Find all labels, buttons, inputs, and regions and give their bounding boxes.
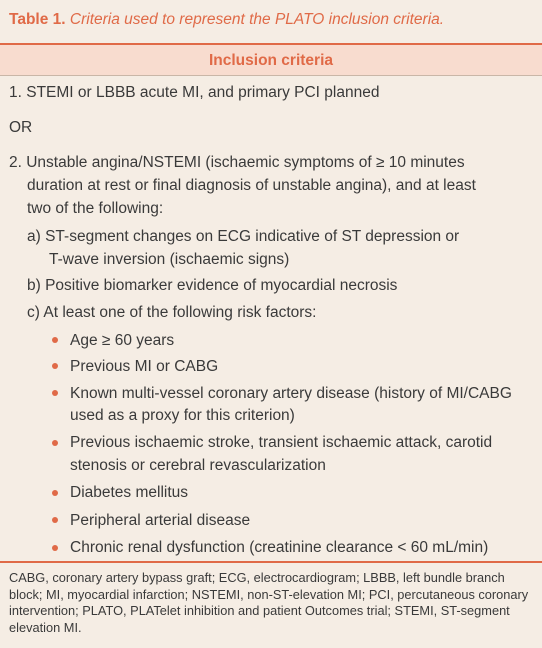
column-header: Inclusion criteria: [208, 52, 334, 69]
bullet-icon: [52, 440, 58, 446]
criterion-2a-line-2: T-wave inversion (ischaemic signs): [49, 251, 290, 268]
criterion-2-line-1: 2. Unstable angina/NSTEMI (ischaemic symptoms of ≥ 10 minutes: [9, 154, 465, 171]
header-divider: [0, 75, 542, 76]
bullet-icon: [52, 363, 58, 369]
criterion-1: 1. STEMI or LBBB acute MI, and primary PCI planned: [9, 84, 380, 101]
criterion-2-line-2: duration at rest or final diagnosis of unstable angina), and at least: [27, 177, 476, 194]
footnote: CABG, coronary artery bypass graft; ECG, electrocardiogram; LBBB, left bundle branch block; MI, myocardial infarction; NSTEMI, non-ST-elevation MI; PCI, percutaneous coronary intervention; PLATO, PLATelet inhibition and patient Outcomes trial; STEMI, ST-segment elevation MI.: [9, 570, 529, 635]
bottom-rule: [0, 561, 542, 563]
bullet-icon: [52, 545, 58, 551]
risk-factor-renal: Chronic renal dysfunction (creatinine clearance < 60 mL/min): [70, 539, 489, 556]
criterion-2a-line-1: a) ST-segment changes on ECG indicative of ST depression or: [27, 228, 460, 245]
risk-factor-pad: Peripheral arterial disease: [70, 512, 251, 529]
risk-factor-stroke-line-2: stenosis or cerebral revascularization: [70, 457, 326, 474]
risk-factor-stroke-line-1: Previous ischaemic stroke, transient ischaemic attack, carotid: [70, 434, 493, 451]
risk-factor-age: Age ≥ 60 years: [70, 332, 175, 349]
risk-factor-cad-line-1: Known multi-vessel coronary artery disease (history of MI/CABG: [70, 385, 512, 402]
risk-factor-previous-mi: Previous MI or CABG: [70, 358, 219, 375]
criterion-2c: c) At least one of the following risk factors:: [27, 304, 317, 321]
criterion-2-line-3: two of the following:: [27, 200, 164, 217]
bullet-icon: [52, 490, 58, 496]
criterion-2b: b) Positive biomarker evidence of myocardial necrosis: [27, 277, 398, 294]
bullet-icon: [52, 390, 58, 396]
bullet-icon: [52, 337, 58, 343]
bullet-icon: [52, 517, 58, 523]
or-separator: OR: [9, 119, 33, 136]
table-title: [9, 11, 444, 29]
risk-factor-diabetes: Diabetes mellitus: [70, 484, 189, 501]
table-label: Table 1.: [9, 11, 66, 28]
table-caption: Criteria used to represent the PLATO inclusion criteria.: [69, 11, 445, 28]
risk-factor-cad-line-2: used as a proxy for this criterion): [70, 407, 295, 424]
